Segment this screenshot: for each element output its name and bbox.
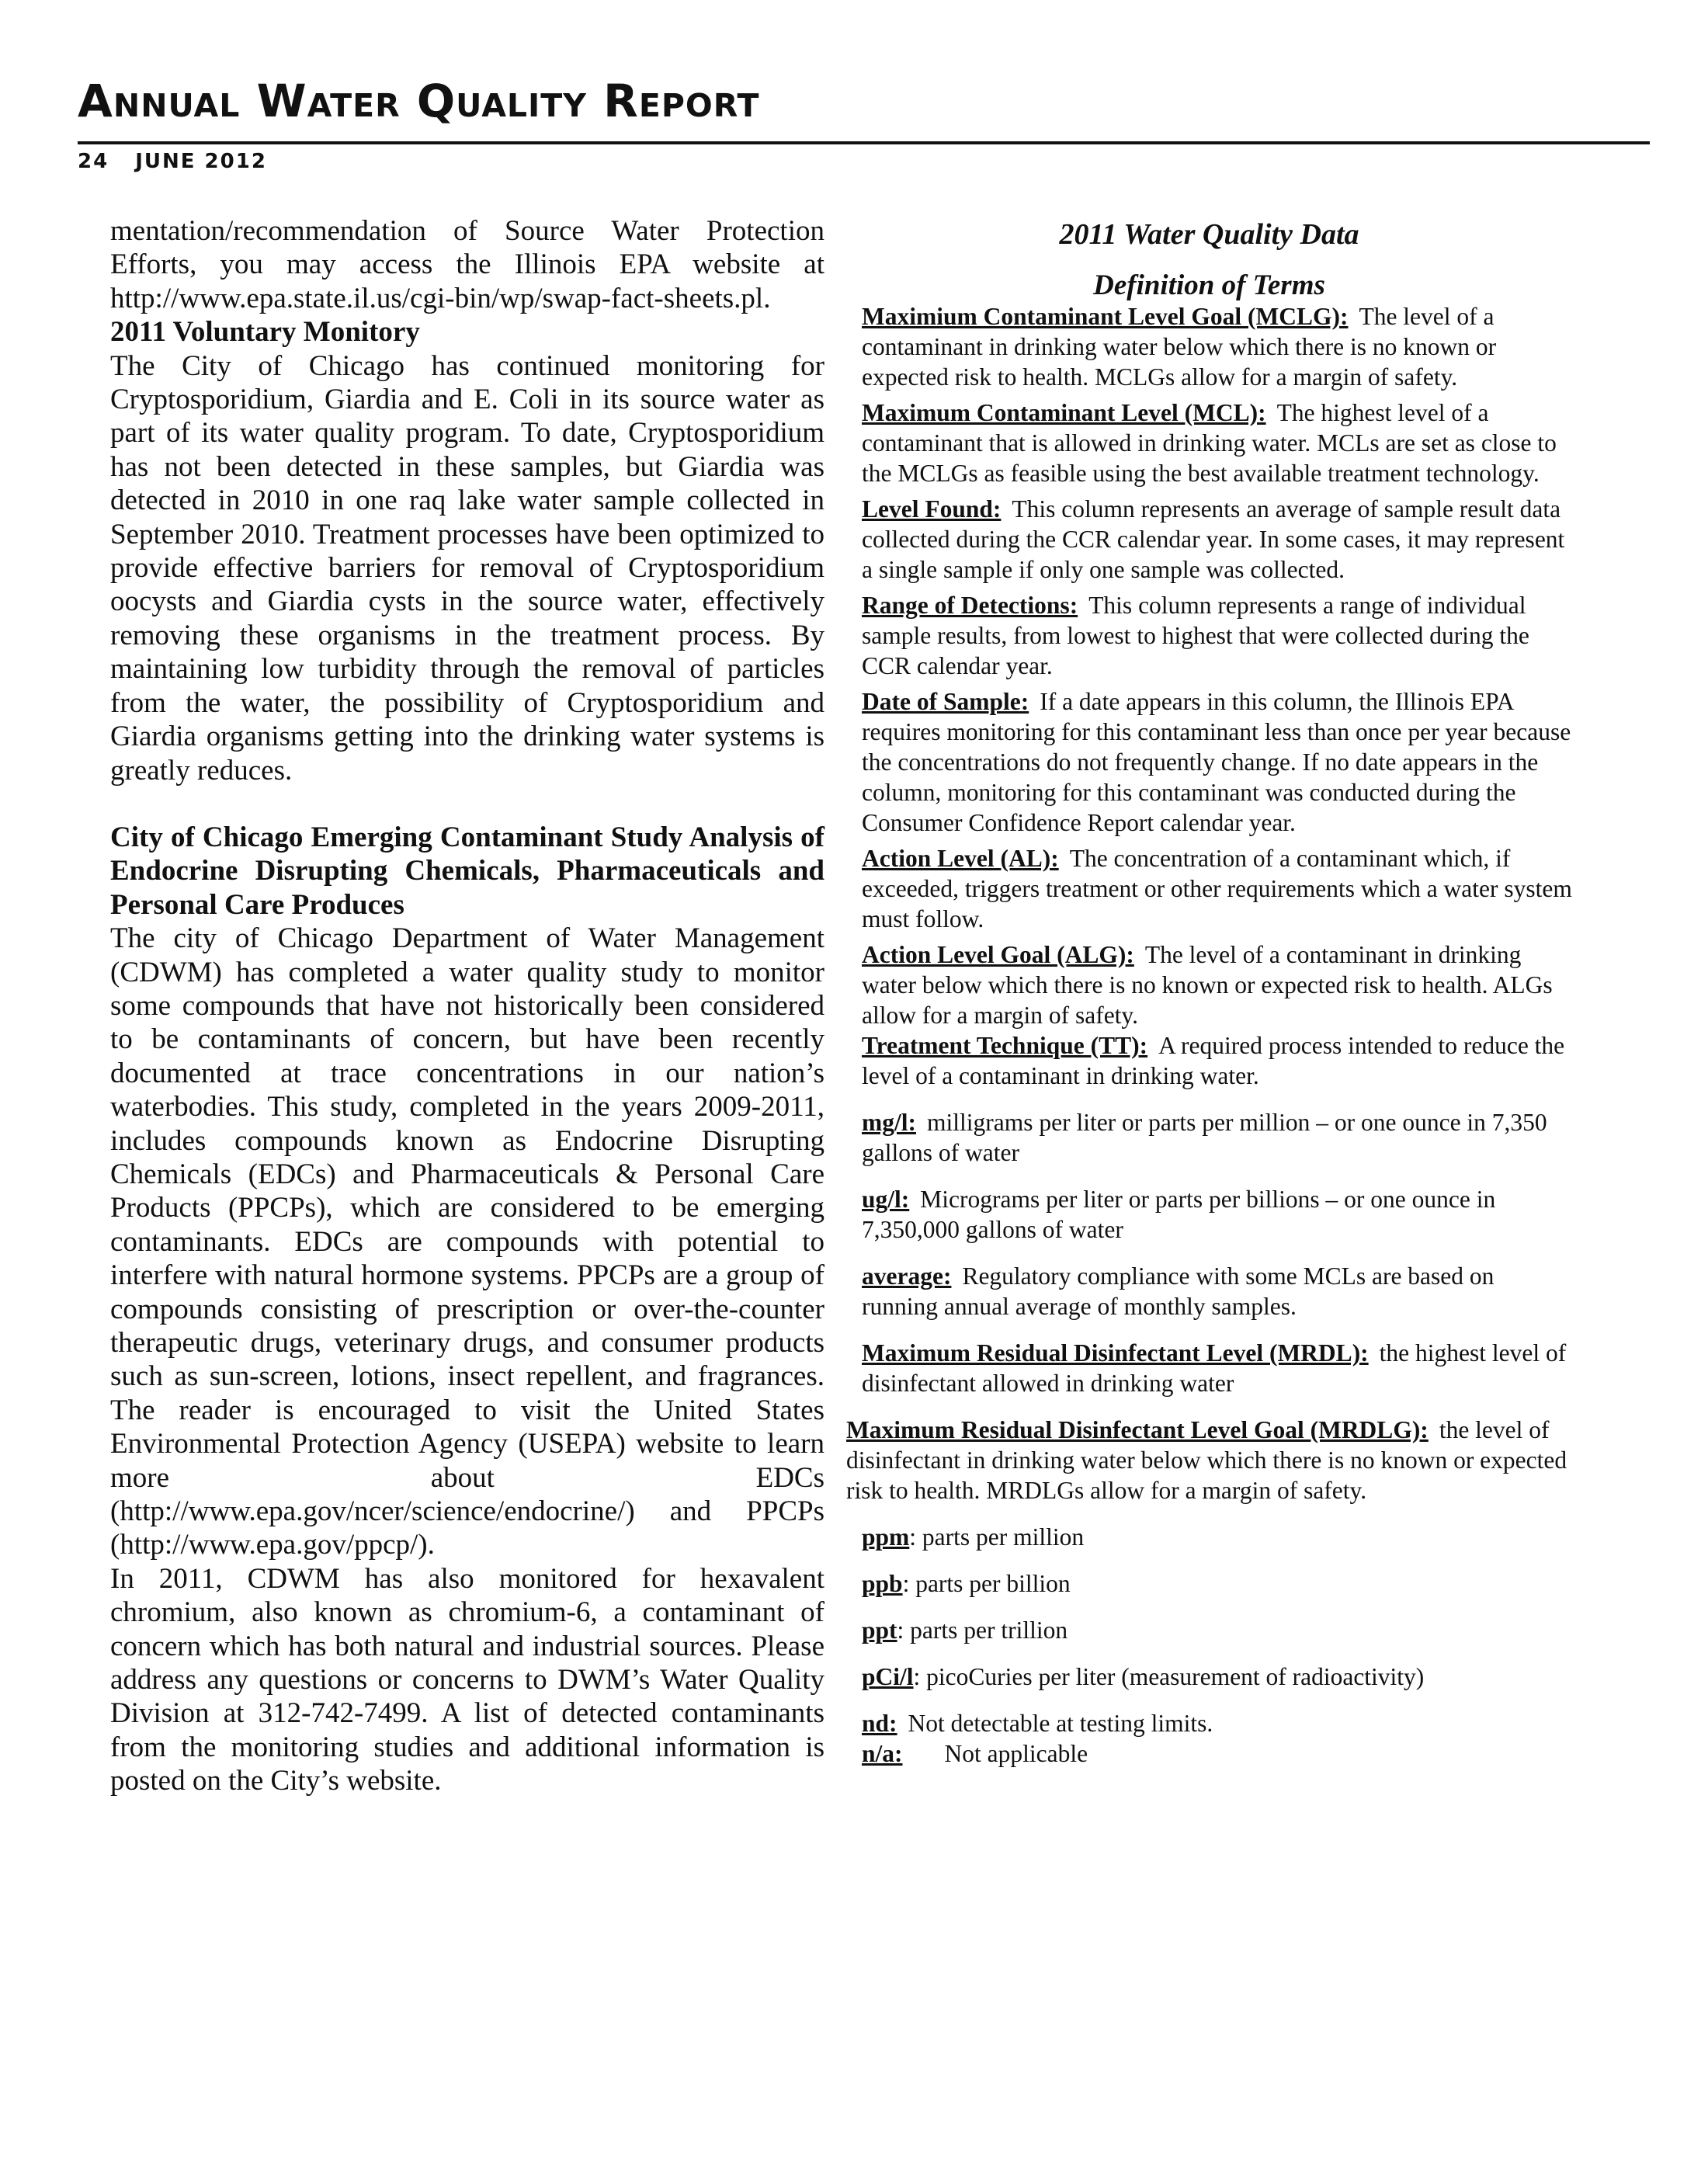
term-ppt: [862, 1615, 1572, 1645]
term-definition: If a date appears in this column, the Illinois EPA requires monitoring for this contaminant less than once per year because the concentrations do not frequently change. If no date appears in the column, monitoring for this contaminant was conducted during the Consumer Confidence Report calendar year.: [862, 688, 1571, 836]
header-rule: [78, 141, 1650, 144]
term-average: [862, 1261, 1572, 1321]
term-nd: [862, 1708, 1572, 1738]
term-mcl: [862, 398, 1572, 488]
page-header-info: [78, 150, 293, 173]
term-definition: : picoCuries per liter (measurement of radioactivity): [913, 1663, 1425, 1690]
paragraph-gap: [110, 787, 824, 821]
term-definition: the highest level of disinfectant allowed in drinking water: [862, 1339, 1567, 1397]
term-definition: : parts per trillion: [897, 1617, 1068, 1644]
voluntary-monitory-heading: 2011 Voluntary Monitory: [110, 316, 420, 349]
term-definition: The concentration of a contaminant which, if exceeded, triggers treatment or other requirements which a water system must follow.: [862, 845, 1572, 932]
term-name: ppm: [862, 1523, 910, 1551]
term-name: Maximum Residual Disinfectant Level (MRDL):: [862, 1339, 1369, 1367]
term-ug-l: [862, 1184, 1572, 1245]
term-name: mg/l:: [862, 1109, 916, 1136]
term-name: ppt: [862, 1617, 897, 1644]
term-name: ug/l:: [862, 1186, 910, 1213]
term-treatment-technique: [862, 1030, 1572, 1091]
term-ppm: [862, 1522, 1572, 1552]
voluntary-monitory-paragraph: The City of Chicago has continued monitoring for Cryptosporidium, Giardia and E. Coli in its source water as part of its water quality program. To date, Cryptosporidium has not been detected in these samples, but Giardia was detected in 2010 in one raq lake water sample collected in September 2010. Treatment processes have been optimized to provide effective barriers for removal of Cryptosporidium oocysts and Giardia cysts in the source water, effectively removing these organisms in the treatment process. By maintaining low turbidity through the removal of particles from the water, the possibility of Cryptosporidium and Giardia organisms getting into the drinking water systems is greatly reduces.: [110, 349, 824, 787]
term-name: Maximum Contaminant Level (MCL):: [862, 399, 1266, 426]
definition-of-terms-heading: Definition of Terms: [1093, 269, 1325, 301]
term-definition: A required process intended to reduce the level of a contaminant in drinking water.: [862, 1032, 1565, 1089]
term-name: Range of Detections:: [862, 592, 1078, 619]
page-number: 24: [78, 150, 109, 173]
term-na: [862, 1738, 1572, 1769]
term-name: Action Level (AL):: [862, 845, 1059, 872]
term-definition: The highest level of a contaminant that is allowed in drinking water. MCLs are set as close to the MCLGs as feasible using the best available treatment technology.: [862, 399, 1557, 487]
term-definition: the level of disinfectant in drinking water below which there is no known or expected risk to health. MRDLGs allow for a margin of safety.: [846, 1416, 1567, 1504]
term-name: Maximium Contaminant Level Goal (MCLG):: [862, 303, 1349, 330]
term-action-level-goal: [862, 939, 1572, 1030]
term-name: Action Level Goal (ALG):: [862, 941, 1134, 968]
term-name: n/a:: [862, 1740, 903, 1767]
term-pci-l: [862, 1662, 1572, 1692]
term-name: ppb: [862, 1570, 903, 1597]
emerging-contaminant-paragraph: The city of Chicago Department of Water Management (CDWM) has completed a water quality study to monitor some compounds that have not historically been considered to be contaminants of concern, but have been recently documented at trace concentrations in our nation’s waterbodies. This study, completed in the years 2009-2011, includes compounds known as Endocrine Disrupting Chemicals (EDCs) and Pharmaceuticals & Personal Care Products (PPCPs), which are considered to be emerging contaminants. EDCs are compounds with potential to interfere with natural hormone systems. PPCPs are a group of compounds consisting of prescription or over-the-counter therapeutic drugs, veterinary drugs, and consumer products such as sun-screen, lotions, insect repellent, and fragrances. The reader is encouraged to visit the United States Environmental Protection Agency (USEPA) website to learn more about EDCs (http://www.epa.gov/ncer/science/endocrine/) and PPCPs (http://www.epa.gov/ppcp/).: [110, 922, 824, 1561]
emerging-contaminant-heading: City of Chicago Emerging Contaminant Study Analysis of Endocrine Disrupting Chemicals, Pharmaceuticals and Personal Care Produces: [110, 821, 824, 921]
issue-date: JUNE 2012: [135, 150, 267, 173]
term-range-of-detections: [862, 590, 1572, 681]
term-definition: : parts per billion: [902, 1570, 1071, 1597]
term-definition: Not applicable: [944, 1740, 1088, 1767]
term-definition: : parts per million: [909, 1523, 1085, 1551]
term-definition: Not detectable at testing limits.: [908, 1710, 1213, 1737]
term-mclg: [862, 301, 1572, 392]
term-definition: Regulatory compliance with some MCLs are based on running annual average of monthly samples.: [862, 1262, 1494, 1320]
term-name: pCi/l: [862, 1663, 914, 1690]
term-definition: This column represents an average of sample result data collected during the CCR calendar year. In some cases, it may represent a single sample if only one sample was collected.: [862, 495, 1565, 583]
term-name: Treatment Technique (TT):: [862, 1032, 1148, 1059]
term-definition: milligrams per liter or parts per million – or one ounce in 7,350 gallons of water: [862, 1109, 1547, 1166]
water-quality-data-title: 2011 Water Quality Data: [1059, 218, 1359, 251]
term-date-of-sample: [862, 686, 1572, 838]
term-level-found: [862, 494, 1572, 585]
term-name: Maximum Residual Disinfectant Level Goal (MRDLG):: [846, 1416, 1429, 1443]
term-ppb: [862, 1568, 1572, 1599]
term-definition: This column represents a range of individual sample results, from lowest to highest that were collected during the CCR calendar year.: [862, 592, 1529, 679]
term-mrdl: [862, 1338, 1572, 1398]
term-definition: The level of a contaminant in drinking water below which there is no known or expected risk to health. ALGs allow for a margin of safety.: [862, 941, 1553, 1029]
term-name: Level Found:: [862, 495, 1002, 523]
term-definition: Micrograms per liter or parts per billions – or one ounce in 7,350,000 gallons of water: [862, 1186, 1496, 1243]
term-name: Date of Sample:: [862, 688, 1029, 715]
term-definition: The level of a contaminant in drinking water below which there is no known or expected risk to health. MCLGs allow for a margin of safety.: [862, 303, 1497, 391]
term-name: average:: [862, 1262, 952, 1290]
intro-paragraph: mentation/recommendation of Source Water Protection Efforts, you may access the Illinois EPA website at http://www.epa.state.il.us/cgi-bin/wp/swap-fact-sheets.pl.: [110, 215, 824, 314]
right-column: [846, 214, 1572, 1769]
report-title: Annual Water Quality Report: [78, 75, 760, 127]
term-name: nd:: [862, 1710, 897, 1737]
term-mrdlg: [846, 1415, 1572, 1505]
term-action-level: [862, 843, 1572, 934]
left-column: [110, 214, 824, 1798]
term-mg-l: [862, 1107, 1572, 1168]
chromium-paragraph: In 2011, CDWM has also monitored for hexavalent chromium, also known as chromium-6, a contaminant of concern which has both natural and industrial sources. Please address any questions or concerns to DWM’s Water Quality Division at 312-742-7499. A list of detected contaminants from the monitoring studies and additional information is posted on the City’s website.: [110, 1562, 824, 1797]
